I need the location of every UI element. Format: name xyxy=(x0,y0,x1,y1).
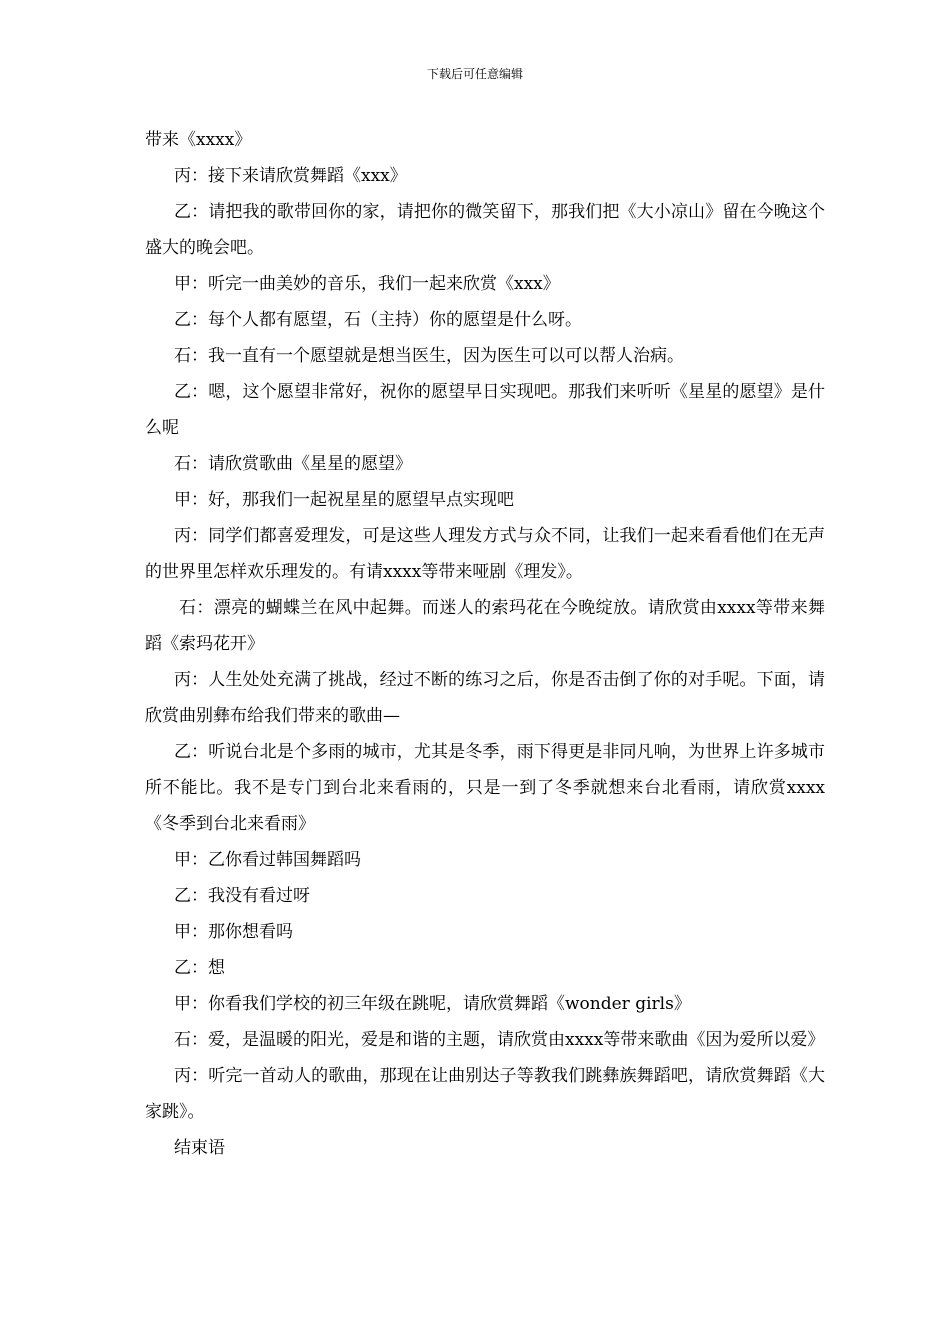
paragraph: 石：请欣赏歌曲《星星的愿望》 xyxy=(174,454,412,474)
paragraph: 甲：听完一曲美妙的音乐，我们一起来欣赏《xxx》 xyxy=(174,274,560,294)
paragraph: 石：我一直有一个愿望就是想当医生，因为医生可以可以帮人治病。 xyxy=(174,346,684,366)
paragraph: 乙：每个人都有愿望，石（主持）你的愿望是什么呀。 xyxy=(174,310,582,330)
paragraph: 乙：想 xyxy=(174,958,225,978)
paragraph: 结束语 xyxy=(174,1138,225,1158)
paragraph: 乙：听说台北是个多雨的城市，尤其是冬季，雨下得更是非同凡响，为世界上许多城市所不能比。我不是专门到台北来看雨的，只是一到了冬季就想来台北看雨，请欣赏xxxx《冬季到台北来看雨》 xyxy=(145,742,825,834)
paragraph: 甲：那你想看吗 xyxy=(174,922,293,942)
paragraph: 丙：接下来请欣赏舞蹈《xxx》 xyxy=(174,166,407,186)
paragraph: 甲：乙你看过韩国舞蹈吗 xyxy=(174,850,361,870)
paragraph: 丙：同学们都喜爱理发，可是这些人理发方式与众不同，让我们一起来看看他们在无声的世界里怎样欢乐理发的。有请xxxx等带来哑剧《理发》。 xyxy=(145,526,825,582)
paragraph: 丙：人生处处充满了挑战，经过不断的练习之后，你是否击倒了你的对手呢。下面，请欣赏曲别彝布给我们带来的歌曲— xyxy=(145,670,825,726)
paragraph: 石：爱，是温暖的阳光，爱是和谐的主题，请欣赏由xxxx等带来歌曲《因为爱所以爱》 xyxy=(174,1030,825,1050)
paragraph: 带来《xxxx》 xyxy=(145,130,252,150)
page-header: 下载后可任意编辑 xyxy=(426,67,523,81)
paragraph: 丙：听完一首动人的歌曲，那现在让曲别达子等教我们跳彝族舞蹈吧，请欣赏舞蹈《大家跳》。 xyxy=(145,1066,825,1122)
paragraph: 甲：你看我们学校的初三年级在跳呢，请欣赏舞蹈《wonder girls》 xyxy=(174,994,691,1014)
paragraph: 乙：嗯，这个愿望非常好，祝你的愿望早日实现吧。那我们来听听《星星的愿望》是什么呢 xyxy=(145,382,825,438)
paragraph: 甲：好，那我们一起祝星星的愿望早点实现吧 xyxy=(174,490,514,510)
paragraph: 乙：请把我的歌带回你的家，请把你的微笑留下，那我们把《大小凉山》留在今晚这个盛大的晚会吧。 xyxy=(145,202,825,258)
paragraph: 乙：我没有看过呀 xyxy=(174,886,310,906)
document-body xyxy=(145,122,825,1166)
paragraph: 石：漂亮的蝴蝶兰在风中起舞。而迷人的索玛花在今晚绽放。请欣赏由xxxx等带来舞蹈《索玛花开》 xyxy=(145,598,825,654)
